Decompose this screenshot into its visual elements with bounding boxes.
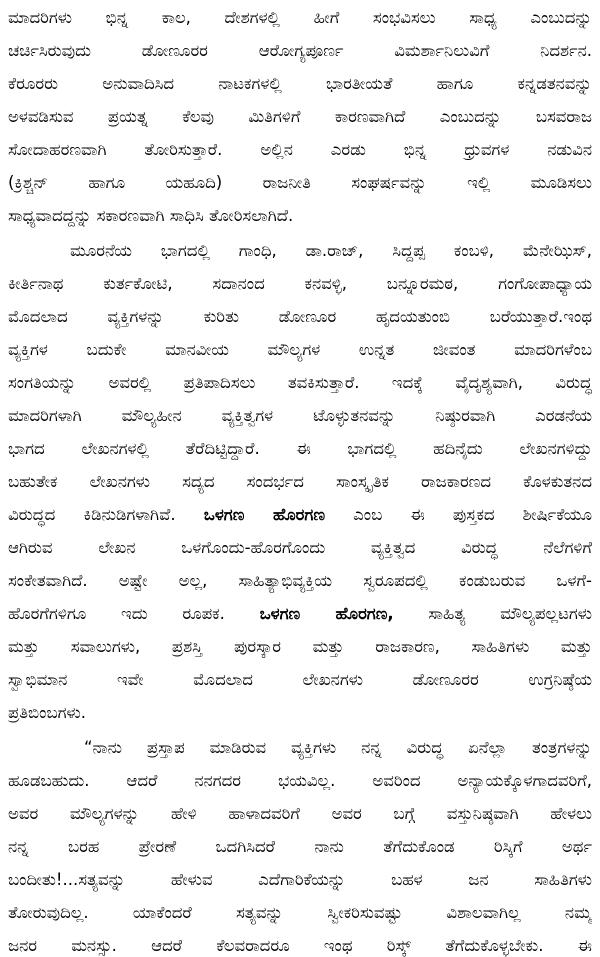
text-line-23: “ನಾನು ಪ್ರಸ್ತಾಪ ಮಾಡಿರುವ ವ್ಯಕ್ತಿಗಳು ನನ್ನ ವಿರುದ್ಧ ಏನೆಲ್ಲಾ ತಂತ್ರಗಳನ್ನು: [84, 738, 592, 757]
text-line-19: [8, 597, 592, 630]
book-title-bold: ಒಳಗಣ ಹೊರಗಣ: [203, 505, 326, 524]
text-line-16: [8, 498, 592, 531]
text-line-19-part-2: ಸಾಹಿತ್ಯ ಮೌಲ್ಯಪಲ್ಲಟಗಳು: [428, 604, 592, 623]
text-line-25: ಅವರ ಮೌಲ್ಯಗಳನ್ನು ಹೇಳಿ ಹಾಳಾದವರಿಗೆ ಅವರ ಬಗ್ಗೆ ವಸ್ತುನಿಷ್ಠವಾಗಿ ಹೇಳಲು: [8, 804, 592, 823]
text-line-26: ನನ್ನ ಬರಹ ಪ್ರೇರಣೆ ಒದಗಿಸಿದರೆ ನಾನು ತೆಗೆದುಕೊಂಡ ರಿಸ್ಕಿಗೆ ಅರ್ಥ: [8, 837, 592, 856]
text-line-18: ಸಂಕೇತವಾಗಿದೆ. ಅಷ್ಟೇ ಅಲ್ಲ, ಸಾಹಿತ್ಯಾಭಿವ್ಯಕ್ತಿಯ ಸ್ವರೂಪದಲ್ಲಿ ಕಂಡುಬರುವ ಒಳಗೆ-: [8, 571, 592, 590]
text-line-9: ಕೀರ್ತಿನಾಥ ಕುರ್ತಕೋಟಿ, ಸದಾನಂದ ಕನವಳ್ಳಿ, ಬನ್ನೂರಮಠ, ಗಂಗೋಪಾಧ್ಯಾಯ: [8, 274, 592, 293]
text-line-28: ತೋರುವುದಿಲ್ಲ. ಯಾಕೆಂದರೆ ಸತ್ಯವನ್ನು ಸ್ವೀಕರಿಸುವಷ್ಟು ವಿಶಾಲವಾಗಿಲ್ಲ ನಮ್ಮ: [8, 903, 592, 922]
text-line-22: ಪ್ರತಿಬಿಂಬಗಳು.: [8, 703, 86, 722]
text-line-3: ಕೆರೂರರು ಅನುವಾದಿಸಿದ ನಾಟಕಗಳಲ್ಲಿ ಭಾರತೀಯತೆ ಹಾಗೂ ಕನ್ನಡತನವನ್ನು: [8, 74, 592, 93]
text-line-1: ಮಾದರಿಗಳು ಭಿನ್ನ ಕಾಲ, ದೇಶಗಳಲ್ಲಿ ಹೀಗೆ ಸಂಭವಿಸಲು ಸಾಧ್ಯ ಎಂಬುದನ್ನು: [8, 8, 592, 27]
text-line-6: (ಕ್ರಿಶ್ಚನ್ ಹಾಗೂ ಯಹೂದಿ) ರಾಜನೀತಿ ಸಂಘರ್ಷವನ್ನು ಇಲ್ಲಿ ಮೂಡಿಸಲು: [8, 173, 592, 192]
text-line-2: ಚರ್ಚಿಸಿರುವುದು ಡೋಣೂರರ ಆರೋಗ್ಯಪೂರ್ಣ ವಿಮರ್ಶಾನಿಲುವಿಗೆ ನಿದರ್ಶನ.: [8, 41, 592, 60]
text-line-27: ಬಂದೀತು!...ಸತ್ಯವನ್ನು ಹೇಳುವ ಎದೆಗಾರಿಕೆಯನ್ನು ಬಹಳ ಜನ ಸಾಹಿತಿಗಳು: [8, 870, 592, 889]
text-line-19-part-1: ಹೊರಗೆಗಳಿಗೂ ಇದು ರೂಪಕ.: [8, 604, 225, 623]
text-line-16-part-1: ವಿರುದ್ಧದ ಕಿಡಿನುಡಿಗಳಾಗಿವೆ.: [8, 505, 176, 524]
text-line-24: ಹೂಡಬಹುದು. ಆದರೆ ನನಗದರ ಭಯವಿಲ್ಲ. ಅವರಿಂದ ಅನ್ಯಾಯಕ್ಕೊಳಗಾದವರಿಗೆ,: [8, 771, 592, 790]
text-line-10: ಮೊದಲಾದ ವ್ಯಕ್ತಿಗಳನ್ನು ಕುರಿತು ಡೋಣೂರ ಹೃದಯತುಂಬಿ ಬರೆಯುತ್ತಾರೆ.ಇಂಥ: [8, 307, 592, 326]
text-line-8: ಮೂರನೆಯ ಭಾಗದಲ್ಲಿ ಗಾಂಧಿ, ಡಾ.ರಾಜ್, ಸಿದ್ದಪ್ಪ ಕಂಬಳಿ, ಮೆನೇಝಿಸ್,: [70, 241, 592, 260]
text-line-7: ಸಾಧ್ಯವಾದದ್ದನ್ನು ಸಕಾರಣವಾಗಿ ಸಾಧಿಸಿ ತೋರಿಸಲಾಗಿದೆ.: [8, 206, 294, 225]
text-line-11: ವ್ಯಕ್ತಿಗಳ ಬದುಕೇ ಮಾನವೀಯ ಮೌಲ್ಯಗಳ ಉನ್ನತ ಜೀವಂತ ಮಾದರಿಗಳೆಂಬ: [8, 340, 592, 359]
text-line-17: ಆಗಿರುವ ಲೇಖನ ಒಳಗೊಂದು-ಹೊರಗೊಂದು ವ್ಯಕ್ತಿತ್ವದ ವಿರುದ್ಧ ನೆಲೆಗಳಿಗೆ: [8, 538, 592, 557]
text-line-12: ಸಂಗತಿಯನ್ನು ಅವರಲ್ಲಿ ಪ್ರತಿಪಾದಿಸಲು ತವಕಿಸುತ್ತಾರೆ. ಇದಕ್ಕೆ ವೈದೃಶ್ಯವಾಗಿ, ವಿರುದ್ಧ: [8, 373, 592, 392]
text-line-4: ಅಳವಡಿಸುವ ಪ್ರಯತ್ನ ಕೆಲವು ಮಿತಿಗಳಿಗೆ ಕಾರಣವಾಗಿದೆ ಎಂಬುದನ್ನು ಬಸವರಾಜ: [8, 107, 592, 126]
text-line-13: ಮಾದರಿಗಳಾಗಿ ಮೌಲ್ಯಹೀನ ವ್ಯಕ್ತಿತ್ವಗಳ ಟೊಳ್ಳುತನವನ್ನು ನಿಷ್ಠುರವಾಗಿ ಎರಡನೆಯ: [8, 406, 592, 425]
text-line-20: ಮತ್ತು ಸವಾಲುಗಳು, ಪ್ರಶಸ್ತಿ ಪುರಸ್ಕಾರ ಮತ್ತು ರಾಜಕಾರಣ, ಸಾಹಿತಿಗಳು ಮತ್ತು: [8, 637, 592, 656]
book-title-bold-2: ಒಳಗಣ ಹೊರಗಣ,: [259, 604, 394, 623]
text-line-21: ಸ್ವಾಭಿಮಾನ ಇವೇ ಮೊದಲಾದ ಲೇಖನಗಳು ಡೋಣೂರರ ಉಗ್ರನಿಷ್ಠೆಯ: [8, 670, 592, 689]
text-line-14: ಭಾಗದ ಲೇಖನಗಳಲ್ಲಿ ತೆರೆದಿಟ್ಟಿದ್ದಾರೆ. ಈ ಭಾಗದಲ್ಲಿ ಹದಿನೈದು ಲೇಖನಗಳಿದ್ದು: [8, 439, 592, 458]
text-line-16-part-2: ಎಂಬ ಈ ಪುಸ್ತಕದ ಶೀರ್ಷಿಕೆಯೂ: [353, 505, 592, 524]
text-line-29: ಜನರ ಮನಸ್ಸು. ಆದರೆ ಕೆಲವರಾದರೂ ಇಂಥ ರಿಸ್ಕ್ ತೆಗೆದುಕೊಳ್ಳಬೇಕು. ಈ: [8, 936, 592, 955]
text-line-15: ಬಹುತೇಕ ಲೇಖನಗಳು ಸದ್ಯದ ಸಂದರ್ಭದ ಸಾಂಸ್ಕೃತಿಕ ರಾಜಕಾರಣದ ಕೊಳಕುತನದ: [8, 472, 592, 491]
text-line-5: ಸೋದಾಹರಣವಾಗಿ ತೋರಿಸುತ್ತಾರೆ. ಅಲ್ಲಿನ ಎರಡು ಭಿನ್ನ ಧ್ರುವಗಳ ನಡುವಿನ: [8, 140, 592, 159]
